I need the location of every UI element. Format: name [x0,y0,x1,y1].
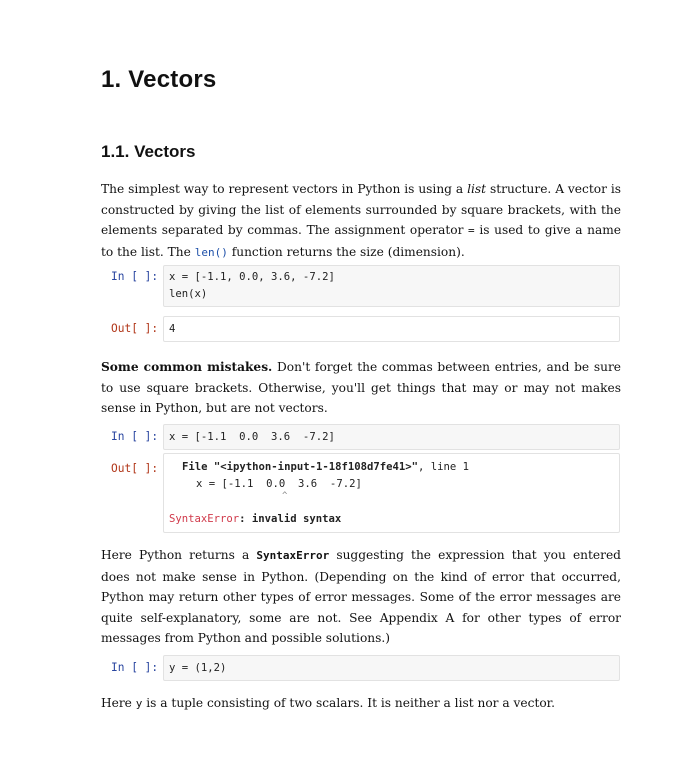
error-line-number: , line 1 [418,461,470,473]
cell3-line1: y = (1,2) [169,662,227,674]
para1-list-word: list [467,182,487,196]
error-file-keyword: File [182,461,208,473]
cell2-in-prompt: In [ ]: [111,430,159,443]
cell1-output [163,316,620,342]
para2-bold-heading: Some common mistakes. [101,360,273,374]
error-msg-text: : invalid syntax [239,513,342,525]
para3-text-2: suggesting the expression that you entered does not make sense in Python. (Depending on the kind of error that occurred, Python may return other types of error messages. Some of the error messages are quite self-explanatory, some are not. See Appendix A for other types of error messages from Python and possible solutions.) [101,548,621,645]
paragraph-intro [101,179,621,263]
cell1-input[interactable] [163,265,620,307]
cell1-line1-text: x = [-1.1, 0.0, 3.6, -7.2] [169,271,335,283]
para3-text-1: Here Python returns a [101,548,257,562]
para1-len-function: len() [194,245,228,259]
error-file-path: "<ipython-input-1-18f108d7fe41>" [213,461,419,473]
para1-assign-op: = [468,224,475,237]
cell2-input[interactable] [163,424,620,450]
para1-text-2: structure. A vector is constructed by giving the list of elements surrounded by square brackets, with the elements separated by commas. The assignment operator [101,182,621,237]
cell2-error-output [163,453,620,533]
cell1-line1 [169,269,335,286]
paragraph-syntax-error [101,545,621,649]
para4-text-1: Here [101,696,136,710]
error-message [169,511,341,528]
error-code-line: x = [-1.1 0.0 3.6 -7.2] [196,478,362,490]
cell2-out-prompt: Out[ ]: [111,462,159,475]
paragraph-common-mistakes [101,357,621,419]
para1-text-3: is used to give a name to the list. The [101,223,621,259]
error-caret: ^ [282,491,288,501]
para2-text: Don't forget the commas between entries, and be sure to use square brackets. Otherwise, you'll get things that may or may not makes sense in Python, but are not vectors. [101,360,621,415]
para1-text-1: The simplest way to represent vectors in Python is using a [101,182,468,196]
cell1-in-prompt: In [ ]: [111,270,159,283]
section-title: 1. Vectors [101,66,217,93]
error-file-line [182,459,469,476]
cell3-input[interactable] [163,655,620,681]
paragraph-tuple [101,693,621,715]
error-name: SyntaxError [169,513,240,525]
para1-text-4: function returns the size (dimension). [227,244,465,259]
cell1-line2 [169,286,207,303]
para4-var-y: y [135,697,143,710]
cell2-line1: x = [-1.1 0.0 3.6 -7.2] [169,431,335,443]
cell3-in-prompt: In [ ]: [111,661,159,674]
cell1-output-value: 4 [169,323,176,335]
para3-syntaxerror-keyword: SyntaxError [256,549,330,562]
cell1-line2-text: len(x) [169,288,208,300]
para4-text-2: is a tuple consisting of two scalars. It is neither a list nor a vector. [142,696,556,710]
subsection-title: 1.1. Vectors [101,142,196,161]
cell1-out-prompt: Out[ ]: [111,322,159,335]
